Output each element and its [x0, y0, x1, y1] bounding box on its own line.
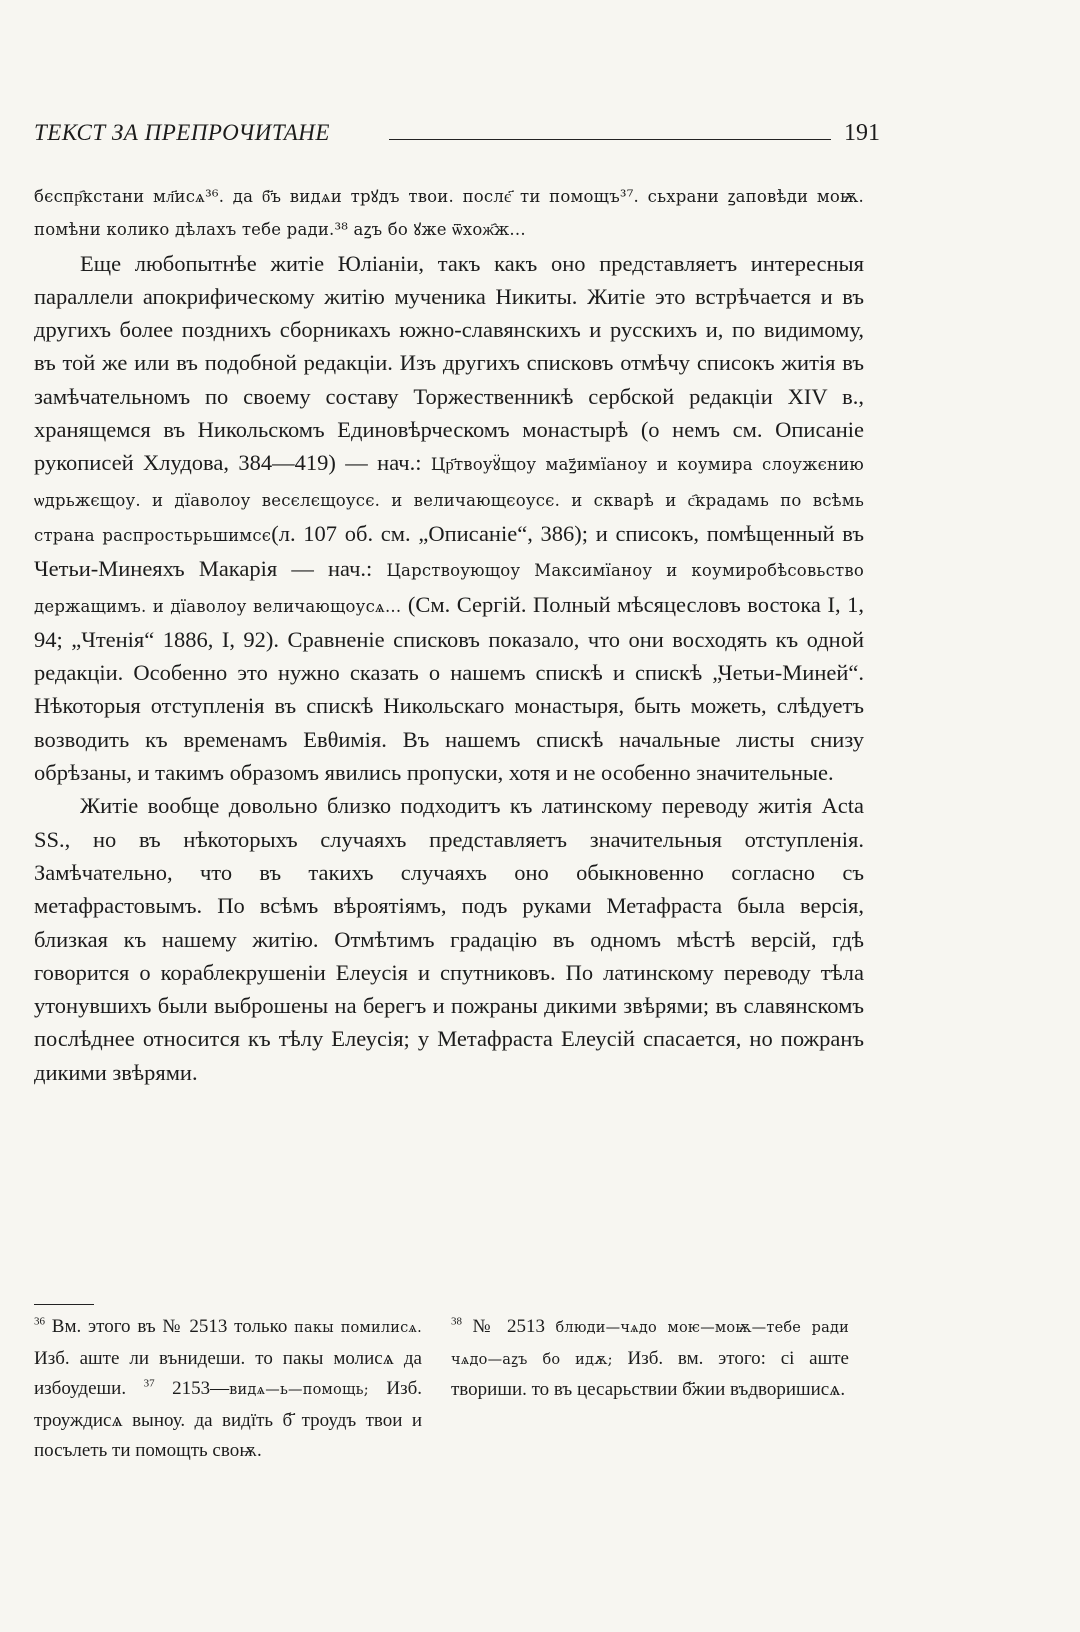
footnotes-column-right: $^{38}$ № 2513 блюди—чѧдо моѥ—моѭ—тебе ради чѧдо—аꙁъ бо идѫ; Изб. вм. этого: сі аште твориши. то въ цесарьствии б҃жии въдворишисѧ. — [451, 1315, 849, 1400]
footnote-rule — [34, 1304, 94, 1305]
main-text — [34, 180, 864, 1089]
paragraph-1: Еще любопытнѣе житіе Юліаніи, такъ какъ оно представляетъ интересныя параллели апокрифическому житію мученика Никиты. Житіе это встрѣчается и въ другихъ более позднихъ сборникахъ южно-славянскихъ и русскихъ и, по видимому, въ той же или въ подобной редакціи. Изъ другихъ списковъ отмѣчу списокъ житія въ замѣчательномъ по своему составу Торжественникѣ сербской редакціи XIV в., хранящемся въ Никольскомъ Единовѣрческомъ монастырѣ (о немъ см. Описаніе рукописей Хлудова, 384—419) — нач.: Цр҃твоуꙋ̈щоу маꙁ҃имїаноу и коумира слоужєнию ѡдрьжєщоу. и дїаволоу весєлєщоусє. и величающєоусє. и скварѣ и с҄крадамь по всѣмь страна распростьрьшимсє(л. 107 об. см. „Описаніе“, 386); и списокъ, помѣщенный въ Четьи-Минеяхъ Макарія — нач.: Царствоующоу Максимїаноу и коумиробѣсовьство держащимъ. и дїаволоу величающоусѧ... (См. Сергій. Полный мѣсяцесловъ востока I, 1, 94; „Чтенія“ 1886, I, 92). Сравненіе списковъ показало, что они восходять къ одной редакціи. Особенно это нужно сказать о нашемъ спискѣ и спискѣ „Четьи-Миней“. Нѣкоторыя отступленія въ спискѣ Никольскаго монастыря, быть можеть, слѣдуетъ возводить къ временамъ Евθимія. Въ нашемъ спискѣ начальные листы снизу обрѣзаны, и такимъ образомъ явились пропуски, хотя и не особенно значительные. — [34, 250, 865, 786]
slavonic-quote-opening: бєспр҄кстани мл҃исѧ³⁶. да б҃ъ видѧи трꙋдъ твои. послє҃ ти помощъ³⁷. сьхрани ꙁаповѣди моѭ. помѣни колико дѣлахъ тебе ради.³⁸ аꙁъ бо ꙋже ѿхож҄ж... — [34, 187, 864, 240]
page-number: 191 — [844, 120, 880, 146]
paragraph-2: Житіе вообще довольно близко подходитъ къ латинскому переводу житія Acta SS., но въ нѣкоторыхъ случаяхъ представляетъ значительныя отступленія. Замѣчательно, что въ такихъ случаяхъ оно обыкновенно согласно съ метафрастовымъ. По всѣмъ вѣроятіямъ, подъ руками Метафраста была версія, близкая къ нашему житію. Отмѣтимъ градацію въ одномъ мѣстѣ версій, гдѣ говорится о кораблекрушеніи Елеусія и спутниковъ. По латинскому переводу тѣла утонувшихъ были выброшены на берегъ и пожраны дикими звѣрями; въ славянскомъ послѣднее относится къ тѣлу Елеусія; у Метафраста Елеусій спасается, но пожранъ дикими звѣрями. — [34, 793, 864, 1085]
footnote-37-mark: 37 — [143, 1377, 155, 1390]
footnote-38-mark: 38 — [451, 1315, 462, 1328]
slavonic-quote-incipit-2: Царствоующоу Максимїаноу и коумиробѣсовьство держащимъ. и дїаволоу величающоусѧ... — [34, 561, 865, 616]
slavonic-quote-incipit-1: Цр҃твоуꙋ̈щоу маꙁ҃имїаноу и коумира слоужєнию ѡдрьжєщоу. и дїаволоу весєлєщоусє. и величающєоусє. и скварѣ и с҄крадамь по всѣмь страна распростьрьшимсє — [34, 455, 864, 545]
header-rule — [389, 139, 831, 140]
footnote-36-mark: 36 — [34, 1315, 45, 1328]
running-title: ТЕКСТ ЗА ПРЕПРОЧИТАНЕ — [34, 120, 330, 145]
running-header — [34, 120, 884, 160]
footnotes-column-left: $^{36}$ Вм. этого въ № 2513 только пакы помилисѧ. Изб. аште ли вънидеши. то пакы молисѧ да избоудеши. $^{37}$ 2153—видѧ—ь—помощь; Изб. троуждисѧ выноу. да видїть б҃ троудъ твои и посълеть ти помощть своѭ. — [34, 1315, 422, 1461]
